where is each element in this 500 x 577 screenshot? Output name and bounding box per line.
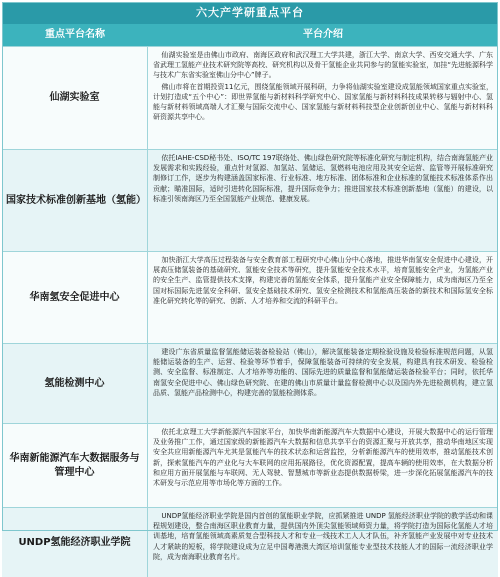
header-platform-name: 重点平台名称 xyxy=(45,29,105,40)
intro-paragraph: 建设广东省质量监督氢能储运装备检验站（佛山），解决氢能装备定期检验设施及检验标准规范问题，从氢能储运装备的生产、运营、检验等环节着手，保障氢能装备可持续的安全发展，构建具有技术研发、检验检测、安全监督、标准制定、人才培养等功能的、国际先进的质量监督和氢能储运装备检验平台；同时，依托华南氢安全促进中心、佛山绿色研究院、在建的佛山市质量计量监督检测中心以及国内外先进检测机构，建立氢品质、氢能产品检测中心，构建完善的氢能检测体系。 xyxy=(153,348,493,397)
intro-paragraph: UNDP氢能经济职业学院是国内首创的氢能职业学院，应抓紧推进 UNDP 氢能经济职业学院的教学活动和课程规划建设，整合南海区职业教育力量，提供国内外顶尖氢能领域师资力量，将学院打造为国际化氢能人才培训基地，培育氢能领域高素质复合型科技人才和专业一线技术工人人才队伍，补齐氢能产业发展中对专业技术人才紧缺的短板，将学院建设成为立足中国粤港澳大湾区培训氢能专业型技术技能人才的国际一流经济职业学院，成为南海职业教育名片。 xyxy=(153,512,493,561)
platform-name-cell: 华南新能源汽车大数据服务与管理中心 xyxy=(2,424,148,507)
platform-name-cell: 国家技术标准创新基地（氢能） xyxy=(2,150,148,251)
header-platform-intro: 平台介绍 xyxy=(303,29,343,40)
table-row xyxy=(2,149,498,251)
table-row xyxy=(2,507,498,577)
table-title: 六大产学研重点平台 xyxy=(2,2,498,24)
table-body xyxy=(2,46,498,561)
platform-intro-cell xyxy=(148,252,498,343)
platform-intro-cell xyxy=(148,424,498,507)
intro-paragraph: 依托北京理工大学新能源汽车国家平台，加快华南新能源汽车大数据中心建设，开展大数据中心的运行管理及业务推广工作，通过国家级的新能源汽车大数据和信息共享平台的资源汇聚与开放共享，推动华南地区实现安全共应用新能源汽车尤其是氢能汽车的技术状态和运营监控，分析新能源汽车的使用效率，推动氢能技术创新，探索氢能汽车的产业化与大车联网的应用拓展路径，优化资源配置，提高车辆的使用效率，在大数据分析和应用方面开展氢能与车联网、无人驾驶、智慧城市等新业态提供数据桥梁，进一步深化拓展氢能源汽车的技术研发与示范应用等市场化等方面的工作。 xyxy=(153,428,493,488)
platform-name-cell: 仙湖实验室 xyxy=(2,47,148,149)
platform-name-cell: 华南氢安全促进中心 xyxy=(2,252,148,343)
intro-paragraph: 仙湖实验室是由佛山市政府、南海区政府和武汉理工大学共建，浙江大学、南京大学、西安交通大学、广东省武理工氢能产业技术研究院等高校、研究机构以及骨干氢能企业共同参与的氢能实验室，加挂“先进能源科学与技术广东省实验室佛山分中心”牌子。 xyxy=(153,51,493,80)
platform-intro-cell xyxy=(148,344,498,423)
table-row xyxy=(2,343,498,423)
table-row xyxy=(2,46,498,149)
platform-intro-cell xyxy=(148,150,498,251)
platform-intro-cell xyxy=(148,47,498,149)
intro-paragraph: 加快浙江大学高压过程装备与安全教育部工程研究中心佛山分中心落地，推进华南氢安全促进中心建设，开展高压储氢装备的基础研究、氢能安全技术等研究，提升氢能安全技术水平，培育氢能安全产业，为氢能产业的安全生产、监管提供技术支撑，构建完善的氢能安全体系，提升氢能产业安全保障能力，成为南海区乃至全国对标国际先进氢安全科研、氢安全基础技术研究、氢安全检测技术和氢能高压装备的新技术和国际氢安全标准化研究转化等的研究、创新、人才培养和交流的科研平台。 xyxy=(153,256,493,305)
table-header-row xyxy=(2,24,498,46)
platform-intro-cell xyxy=(148,508,498,577)
intro-paragraph: 佛山市将在首期投资11亿元，围绕氢能领域开展科研，力争将仙湖实验室建设成氢能领域国家重点实验室，计划打造成“五个中心”：即世界氢能与新材料科学研究中心、国家氢能与新材料科技成果转移与辐射中心、氢能与新材料领域高端人才汇聚与国际交流中心、国家氢能与新材料科技型企业创新创业中心、氢能与新材料科研资源共享中心。 xyxy=(153,82,493,122)
platform-name-cell: 氢能检测中心 xyxy=(2,344,148,423)
table-row xyxy=(2,423,498,507)
intro-paragraph: 依托IAHE-CSD秘书处、ISO/TC 197联络处、佛山绿色研究院等标准化研究与制定机构，结合南海氢能产业发展需求和实践经验，重点针对氢源、加氢站、氢储运、氢燃料电池应用及其安全运营、监管等开展标准研究制修订工作，逐步为构建涵盖国家标准、行业标准、地方标准、团体标准和企业标准的氢能技术标准体系作出贡献；瞄准国际，适时引进转化国际标准，提升国际竞争力；推进国家技术标准创新基地（氢能）的建设，以标准引领南海区乃至全国氢能产业规范、健康发展。 xyxy=(153,154,493,203)
platform-name-cell: UNDP氢能经济职业学院 xyxy=(2,508,148,577)
table-row xyxy=(2,251,498,343)
